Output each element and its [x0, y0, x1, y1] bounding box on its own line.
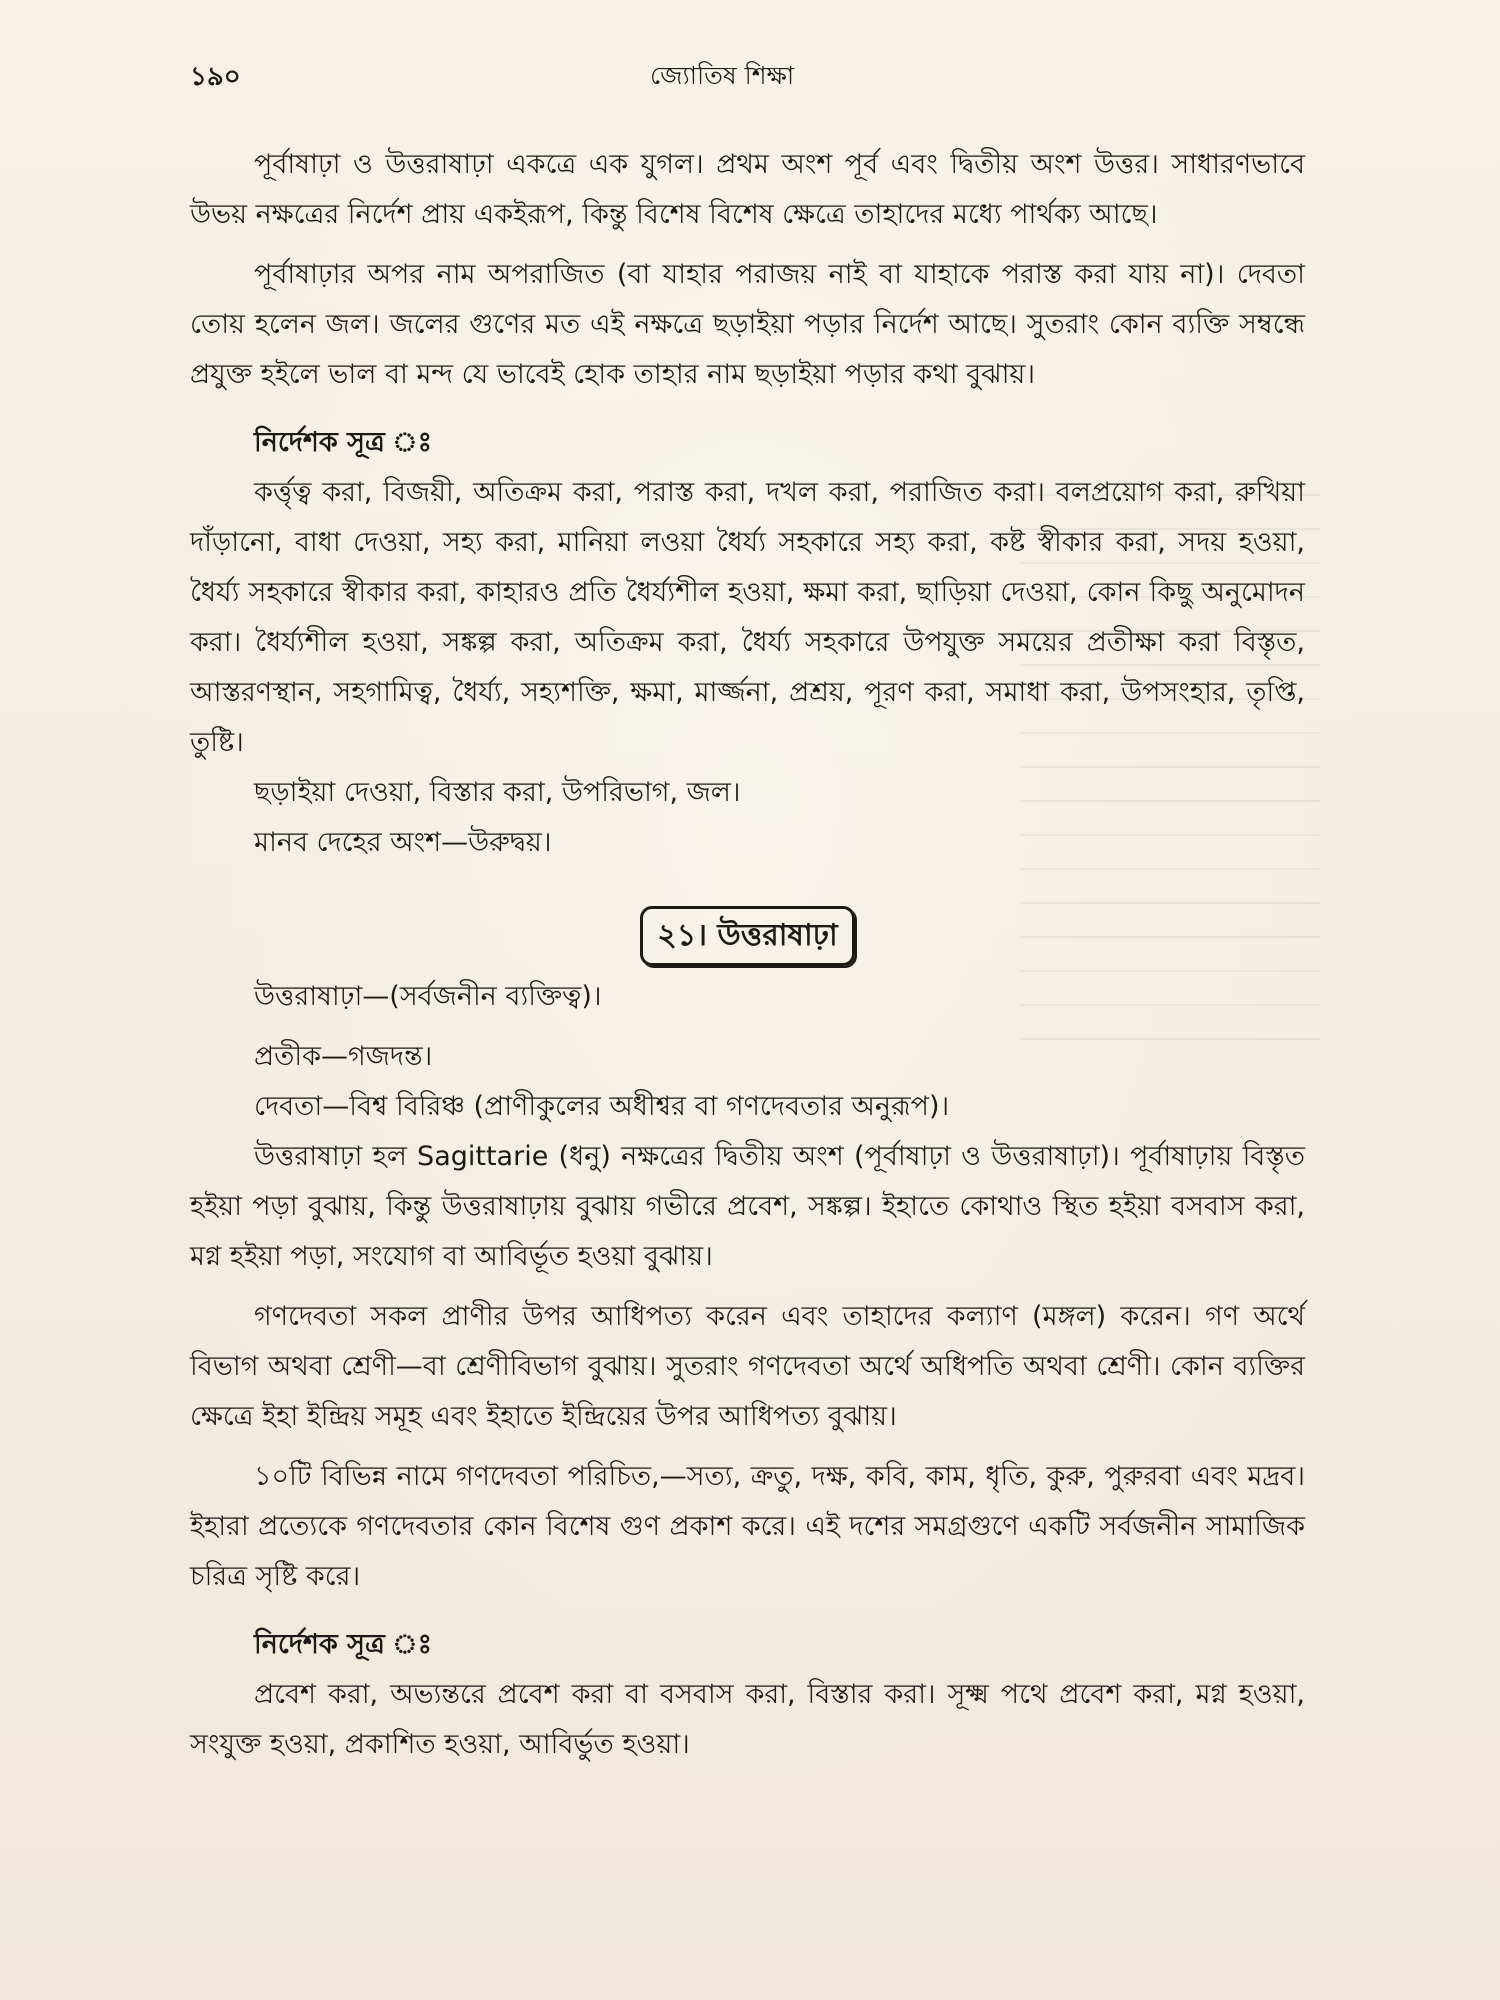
- guide-heading-2: নির্দেশক সূত্র ঃ: [254, 1629, 432, 1660]
- guide-line-1: ছড়াইয়া দেওয়া, বিস্তার করা, উপরিভাগ, জল।: [254, 777, 741, 808]
- guide-heading-1: নির্দেশক সূত্র ঃ: [254, 427, 432, 458]
- section-line-deity: দেবতা—বিশ্ব বিরিঞ্চ (প্রাণীকুলের অধীশ্বর বা গণদেবতার অনুরূপ)।: [254, 1091, 950, 1122]
- intro-paragraph-1: পূর্বাষাঢ়া ও উত্তরাষাঢ়া একত্রে এক যুগল। প্রথম অংশ পূর্ব এবং দ্বিতীয় অংশ উত্তর। সাধারণভাবে উভয় নক্ষত্রের নির্দেশ প্রায় একইরূপ, কিন্তু বিশেষ বিশেষ ক্ষেত্রে তাহাদের মধ্যে পার্থক্য আছে।: [190, 149, 1305, 230]
- guide-paragraph-1: কর্ত্তৃত্ব করা, বিজয়ী, অতিক্রম করা, পরাস্ত করা, দখল করা, পরাজিত করা। বলপ্রয়োগ করা, রুখিয়া দাঁড়ানো, বাধা দেওয়া, সহ্য করা, মানিয়া লওয়া ধৈর্য্য সহকারে সহ্য করা, কষ্ট স্বীকার করা, সদয় হওয়া, ধৈর্য্য সহকারে স্বীকার করা, কাহারও প্রতি ধৈর্য্যশীল হওয়া, ক্ষমা করা, ছাড়িয়া দেওয়া, কোন কিছু অনুমোদন করা। ধৈর্য্যশীল হওয়া, সঙ্কল্প করা, অতিক্রম করা, ধৈর্য্য সহকারে উপযুক্ত সময়ের প্রতীক্ষা করা বিস্তৃত, আস্তরণস্থান, সহগামিত্ব, ধৈর্য্য, সহ্যশক্তি, ক্ষমা, মার্জ্জনা, প্রশ্রয়, পূরণ করা, সমাধা করা, উপসংহার, তৃপ্তি, তুষ্টি।: [190, 477, 1305, 758]
- page-header: [190, 56, 1310, 96]
- section-paragraph-2: গণদেবতা সকল প্রাণীর উপর আধিপত্য করেন এবং তাহাদের কল্যাণ (মঙ্গল) করেন। গণ অর্থে বিভাগ অথবা শ্রেণী—বা শ্রেণীবিভাগ বুঝায়। সুতরাং গণদেবতা অর্থে অধিপতি অথবা শ্রেণী। কোন ব্যক্তির ক্ষেত্রে ইহা ইন্দ্রিয় সমূহ এবং ইহাতে ইন্দ্রিয়ের উপর আধিপত্য বুঝায়।: [190, 1301, 1305, 1432]
- page-body: [190, 140, 1305, 1770]
- guide-paragraph-2: প্রবেশ করা, অভ্যন্তরে প্রবেশ করা বা বসবাস করা, বিস্তার করা। সূক্ষ্ম পথে প্রবেশ করা, মগ্ন হওয়া, সংযুক্ত হওয়া, প্রকাশিত হওয়া, আবির্ভুত হওয়া।: [190, 1679, 1305, 1760]
- guide-line-2: মানব দেহের অংশ—উরুদ্বয়।: [254, 827, 552, 858]
- running-title: জ্যোতিষ শিক্ষা: [650, 61, 795, 90]
- section-paragraph-3: ১০টি বিভিন্ন নামে গণদেবতা পরিচিত,—সত্য, ক্রতু, দক্ষ, কবি, কাম, ধৃতি, কুরু, পুরুরবা এবং মদ্রব। ইহারা প্রত্যেকে গণদেবতার কোন বিশেষ গুণ প্রকাশ করে। এই দশের সমগ্রগুণে একটি সর্বজনীন সামাজিক চরিত্র সৃষ্টি করে।: [190, 1461, 1305, 1592]
- section-line-name: উত্তরাষাঢ়া—(সর্বজনীন ব্যক্তিত্ব)।: [254, 981, 602, 1012]
- intro-paragraph-2: পূর্বাষাঢ়ার অপর নাম অপরাজিত (বা যাহার পরাজয় নাই বা যাহাকে পরাস্ত করা যায় না)। দেবতা তোয় হলেন জল। জলের গুণের মত এই নক্ষত্রে ছড়াইয়া পড়ার নির্দেশ আছে। সুতরাং কোন ব্যক্তি সম্বন্ধে প্রযুক্ত হইলে ভাল বা মন্দ যে ভাবেই হোক তাহার নাম ছড়াইয়া পড়ার কথা বুঝায়।: [190, 259, 1305, 390]
- section-title-wrap: [190, 906, 1305, 966]
- section-line-symbol: প্রতীক—গজদন্ত।: [254, 1041, 433, 1072]
- section-paragraph-1: উত্তরাষাঢ়া হল Sagittarie (ধনু) নক্ষত্রের দ্বিতীয় অংশ (পূর্বাষাঢ়া ও উত্তরাষাঢ়া)। পূর্বাষাঢ়ায় বিস্তৃত হইয়া পড়া বুঝায়, কিন্তু উত্তরাষাঢ়ায় বুঝায় গভীরে প্রবেশ, সঙ্কল্প। ইহাতে কোথাও স্থিত হইয়া বসবাস করা, মগ্ন হইয়া পড়া, সংযোগ বা আবির্ভূত হওয়া বুঝায়।: [190, 1141, 1305, 1272]
- section-title: ২১। উত্তরাষাঢ়া: [640, 906, 854, 966]
- page-number: ১৯০: [190, 62, 241, 92]
